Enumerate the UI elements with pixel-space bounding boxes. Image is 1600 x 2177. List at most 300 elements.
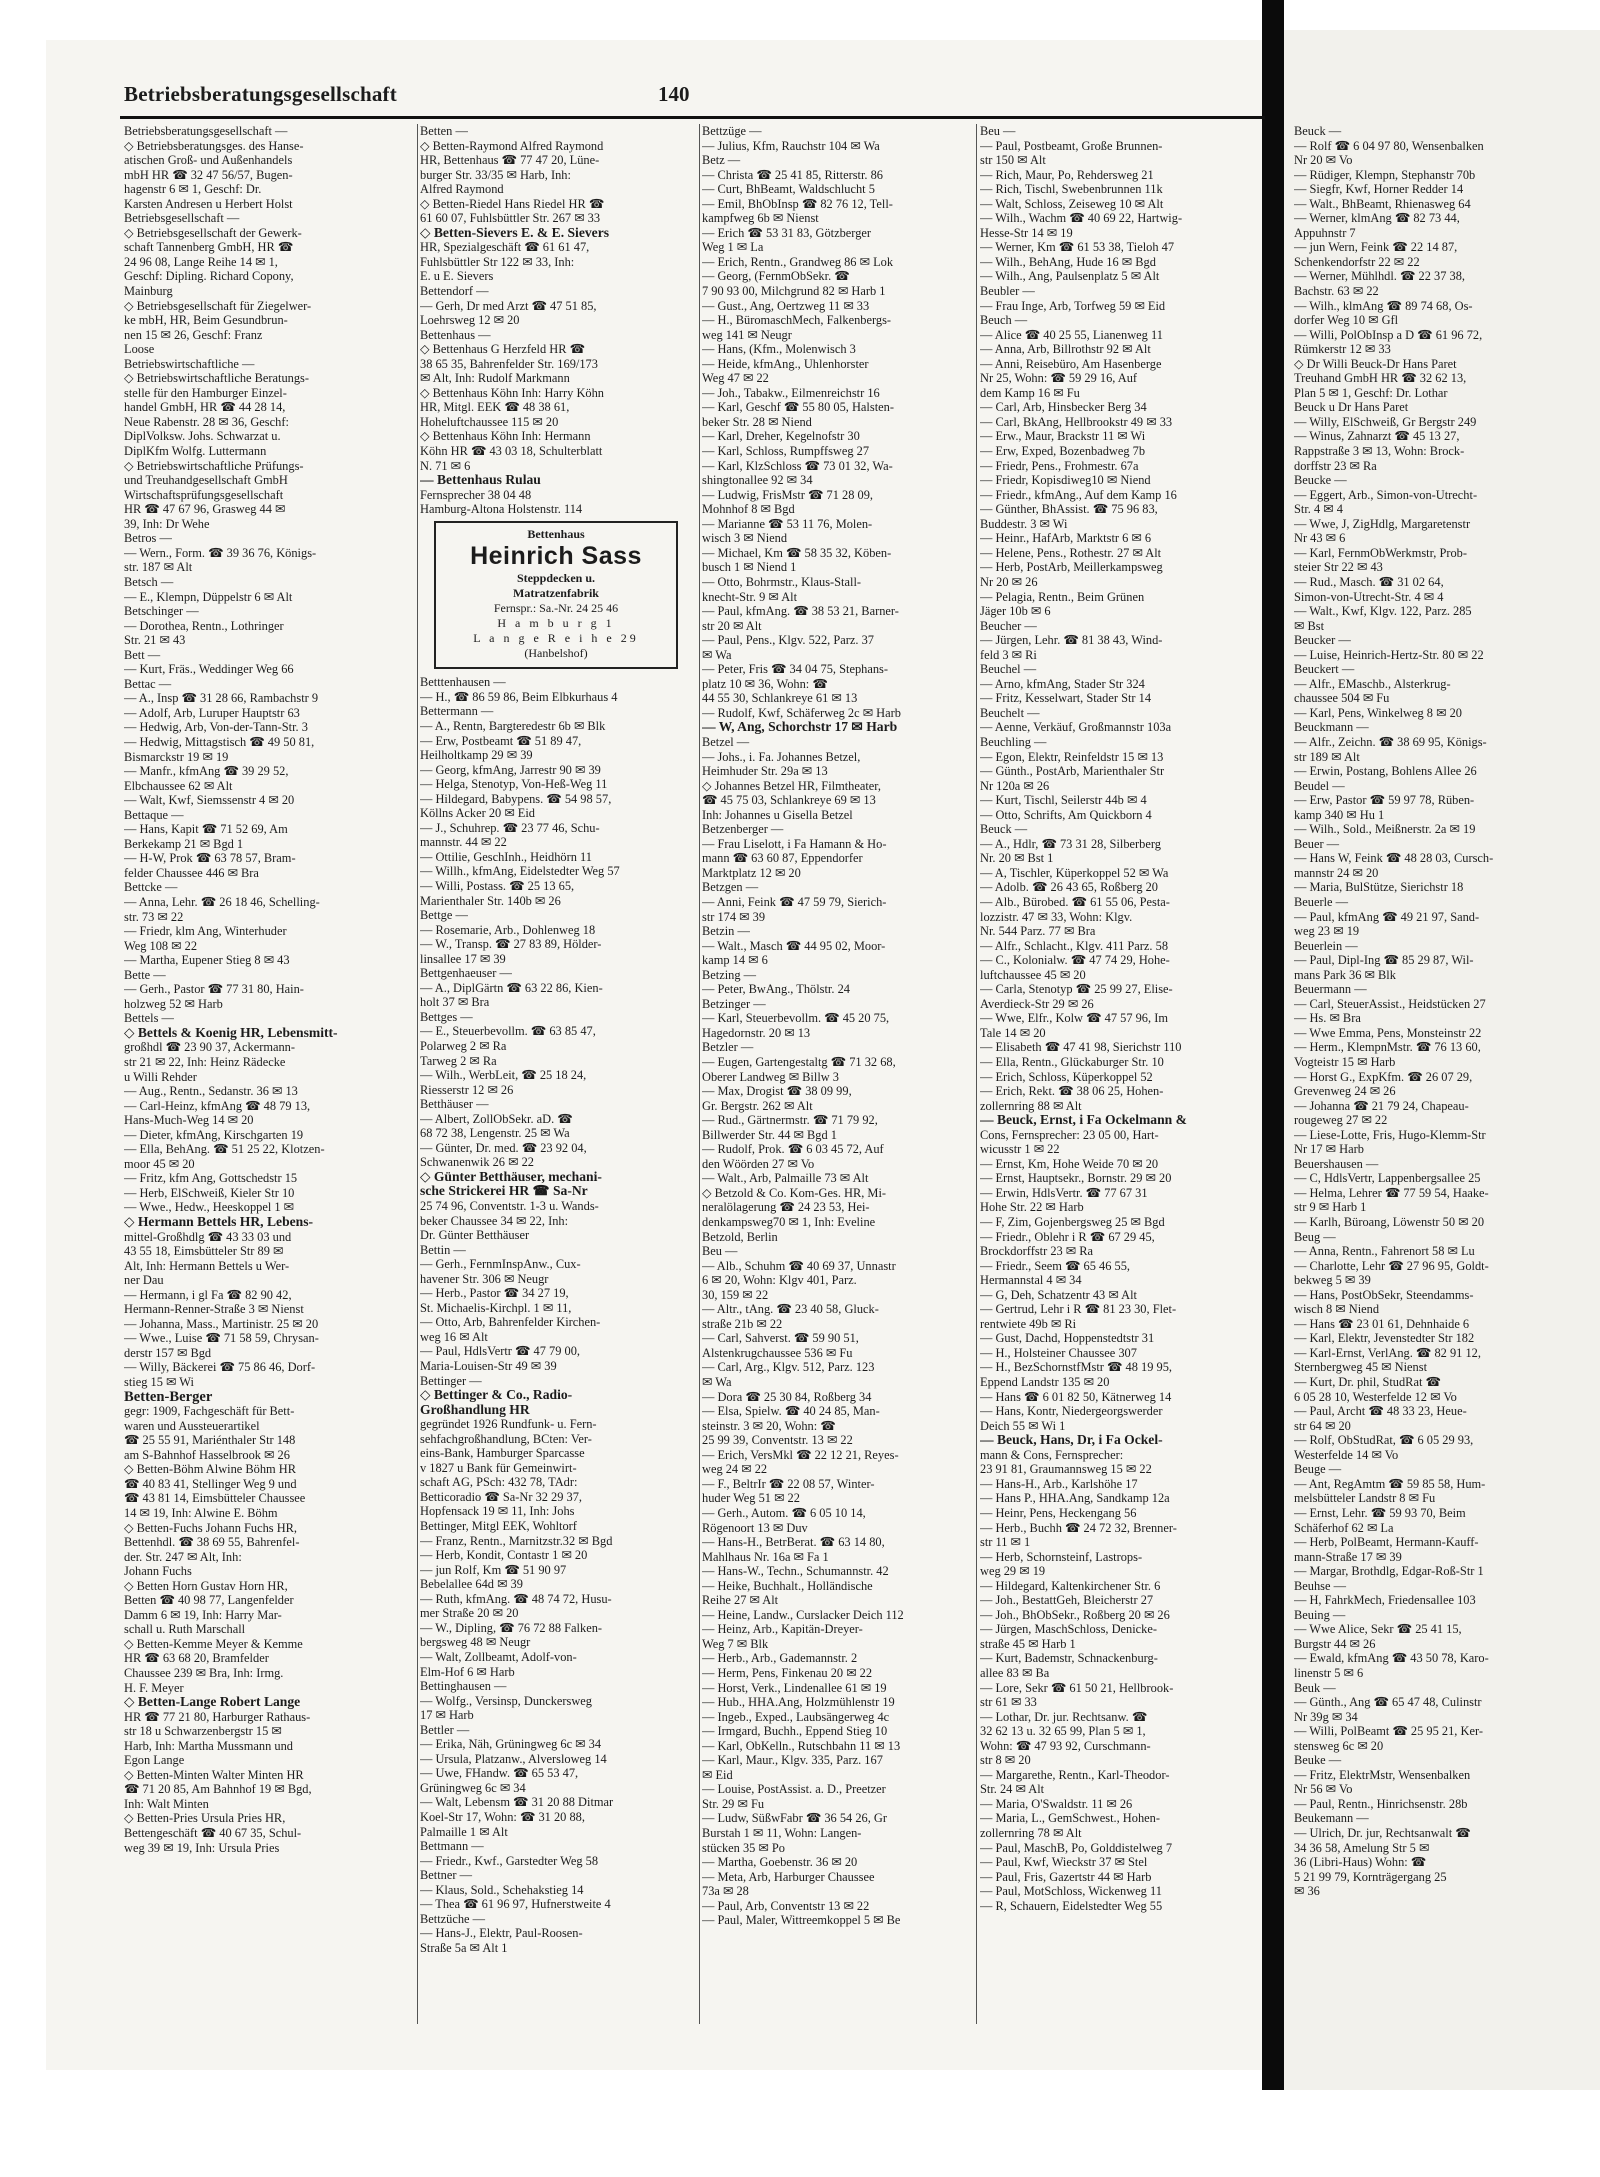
directory-entry-line: — Emil, BhObInsp ☎ 82 76 12, Tell- bbox=[702, 196, 893, 211]
directory-entry-line: — Erich, Rekt. ☎ 38 06 25, Hohen- bbox=[980, 1084, 1164, 1099]
directory-entry-line: steier Str 22 ✉ 43 bbox=[1294, 560, 1383, 575]
directory-entry-line: Hohe Str. 22 ✉ Harb bbox=[980, 1200, 1084, 1215]
directory-entry-line: Schwanenwik 26 ✉ 22 bbox=[420, 1155, 534, 1170]
directory-entry-line: Beukemann — bbox=[1294, 1811, 1369, 1826]
directory-entry-line: — Horst, Verk., Lindenallee 61 ✉ 19 bbox=[702, 1680, 887, 1695]
directory-entry-line: — jun Rolf, Km ☎ 51 90 97 bbox=[420, 1562, 567, 1577]
directory-entry-line: mann ☎ 63 60 87, Eppendorfer bbox=[702, 851, 863, 866]
directory-entry-line: — Hans ☎ 6 01 82 50, Kätnerweg 14 bbox=[980, 1389, 1172, 1404]
directory-entry-line: Betttenhausen — bbox=[420, 675, 506, 690]
directory-entry-line: ◇ Betten-Fuchs Johann Fuchs HR, bbox=[124, 1520, 298, 1535]
directory-entry-line: Hermann-Renner-Straße 3 ✉ Nienst bbox=[124, 1302, 304, 1317]
directory-entry-line: Gr. Bergstr. 262 ✉ Alt bbox=[702, 1098, 813, 1113]
directory-entry-line: Betzold, Berlin bbox=[702, 1229, 778, 1244]
directory-entry-line: — Helga, Stenotyp, Von-Heß-Weg 11 bbox=[420, 777, 608, 792]
directory-entry-line: — C., Kolonialw. ☎ 47 74 29, Hohe- bbox=[980, 953, 1170, 968]
directory-entry-line: linsallee 17 ✉ 39 bbox=[420, 951, 506, 966]
directory-entry-line: Beu — bbox=[702, 1244, 738, 1259]
directory-entry-line: platz 10 ✉ 36, Wohn: ☎ bbox=[702, 676, 828, 691]
directory-entry-line: Treuhand GmbH HR ☎ 32 62 13, bbox=[1294, 371, 1467, 386]
ad-line: L a n g e R e i h e 29 bbox=[473, 631, 639, 646]
directory-entry-line: Oberer Landweg ✉ Billw 3 bbox=[702, 1069, 840, 1084]
directory-entry-line: — Erw., Maur, Brackstr 11 ✉ Wi bbox=[980, 429, 1146, 444]
directory-entry-line: bergsweg 48 ✉ Neugr bbox=[420, 1635, 531, 1650]
directory-entry-line: — Alfr., Zeichn. ☎ 38 69 95, Königs- bbox=[1294, 734, 1487, 749]
directory-entry-line: HR ☎ 63 68 20, Bramfelder bbox=[124, 1651, 269, 1666]
directory-entry-line: — Frau Liselott, i Fa Hamann & Ho- bbox=[702, 836, 887, 851]
directory-entry-line: — Aenne, Verkäuf, Großmannstr 103a bbox=[980, 720, 1172, 735]
directory-entry-line: — Elisabeth ☎ 47 41 98, Sierichstr 110 bbox=[980, 1040, 1182, 1055]
directory-entry-line: stelle für den Hamburger Einzel- bbox=[124, 385, 287, 400]
directory-entry-line: — Beuck, Hans, Dr, i Fa Ockel- bbox=[980, 1433, 1163, 1448]
directory-entry-line: — Anni, Feink ☎ 47 59 79, Sierich- bbox=[702, 894, 887, 909]
directory-entry-line: — Willi, PolObInsp a D ☎ 61 96 72, bbox=[1294, 327, 1483, 342]
directory-entry-line: ☎ 25 55 91, Mariénthaler Str 148 bbox=[124, 1433, 296, 1448]
directory-entry-line: 73a ✉ 28 bbox=[702, 1884, 749, 1899]
directory-entry-line: — Ulrich, Dr. jur, Rechtsanwalt ☎ bbox=[1294, 1825, 1471, 1840]
directory-entry-line: Beuke — bbox=[1294, 1753, 1342, 1768]
directory-entry-line: Beubler — bbox=[980, 284, 1035, 299]
directory-entry-line: Bettner — bbox=[420, 1868, 472, 1883]
directory-entry-line: HR ☎ 77 21 80, Harburger Rathaus- bbox=[124, 1709, 311, 1724]
directory-entry-line: Vogteistr 15 ✉ Harb bbox=[1294, 1055, 1396, 1069]
directory-entry-line: — Aug., Rentn., Sedanstr. 36 ✉ 13 bbox=[124, 1084, 298, 1099]
directory-entry-line: ✉ Eid bbox=[702, 1767, 733, 1782]
directory-entry-line: — Wilh., BehAng, Hude 16 ✉ Bgd bbox=[980, 254, 1156, 269]
directory-entry-line: mann & Cons, Fernsprecher: bbox=[980, 1447, 1124, 1462]
directory-entry-line: — Carl, Arg., Klgv. 512, Parz. 123 bbox=[702, 1360, 875, 1375]
directory-entry-line: Chaussee 239 ✉ Bra, Inh: Irmg. bbox=[124, 1665, 284, 1680]
directory-entry-line: zollernring 78 ✉ Alt bbox=[980, 1825, 1082, 1840]
directory-entry-line: Beuch — bbox=[980, 313, 1028, 328]
directory-entry-line: eins-Bank, Hamburger Sparcasse bbox=[420, 1446, 585, 1461]
directory-entry-line: — Irmgard, Buchh., Eppend Stieg 10 bbox=[702, 1724, 888, 1739]
directory-entry-line: Bettzüge — bbox=[702, 124, 762, 138]
directory-entry-line: — E., Klempn, Düppelstr 6 ✉ Alt bbox=[124, 589, 293, 604]
directory-entry-line: denkampsweg70 ✉ 1, Inh: Eveline bbox=[702, 1215, 876, 1230]
directory-entry-line: beker Chaussee 34 ✉ 22, Inh: bbox=[420, 1213, 569, 1228]
directory-entry-line: — Rolf, ObStudRat, ☎ 6 05 29 93, bbox=[1294, 1433, 1474, 1448]
directory-entry-line: Str. 21 ✉ 43 bbox=[124, 633, 186, 648]
directory-entry-line: ◇ Günter Betthäuser, mechani- bbox=[420, 1169, 602, 1184]
directory-entry-line: ◇ Betten-Lange Robert Lange bbox=[124, 1695, 301, 1710]
directory-entry-line: — Winus, Zahnarzt ☎ 45 13 27, bbox=[1294, 429, 1460, 444]
directory-entry-line: den Wöörden 27 ✉ Vo bbox=[702, 1156, 815, 1171]
directory-entry-line: linenstr 5 ✉ 6 bbox=[1294, 1665, 1364, 1680]
directory-entry-line: ◇ Hermann Bettels HR, Lebens- bbox=[124, 1215, 314, 1230]
directory-entry-line: — Alb., Schuhm ☎ 40 69 37, Unnastr bbox=[702, 1258, 896, 1273]
directory-entry-line: Bismarckstr 19 ✉ 19 bbox=[124, 749, 229, 764]
directory-entry-line: 6 ✉ 20, Wohn: Klgv 401, Parz. bbox=[702, 1273, 857, 1288]
directory-entry-line: — G, Deh, Schatzentr 43 ✉ Alt bbox=[980, 1287, 1137, 1302]
directory-entry-line: ✉ Wa bbox=[702, 1375, 732, 1390]
directory-entry-line: ◇ Bettenhaus Köhn Inh: Harry Köhn bbox=[420, 385, 604, 400]
directory-entry-line: Inh: Walt Minten bbox=[124, 1796, 209, 1811]
directory-entry-line: — Meta, Arb, Harburger Chaussee bbox=[702, 1869, 875, 1884]
directory-entry-line: — Ella, Rentn., Glückaburger Str. 10 bbox=[980, 1055, 1164, 1069]
directory-entry-line: — Heide, kfmAng., Uhlenhorster bbox=[702, 356, 869, 371]
directory-entry-line: Marienthaler Str. 140b ✉ 26 bbox=[420, 893, 561, 908]
directory-entry-line: — W, Ang, Schorchstr 17 ✉ Harb bbox=[702, 720, 898, 735]
directory-entry-line: — Erich, VersMkl ☎ 22 12 21, Reyes- bbox=[702, 1447, 899, 1462]
directory-entry-line: chaussee 504 ✉ Fu bbox=[1294, 691, 1390, 706]
directory-entry-line: Bettenhdl. ☎ 38 69 55, Bahrenfel- bbox=[124, 1535, 300, 1550]
page-number: 140 bbox=[658, 82, 690, 106]
directory-entry-line: Dr. Günter Betthäuser bbox=[420, 1228, 530, 1243]
directory-entry-line: — Albert, ZollObSekr. aD. ☎ bbox=[420, 1111, 573, 1126]
directory-entry-line: Koel-Str 17, Wohn: ☎ 31 20 88, bbox=[420, 1809, 585, 1824]
column-2-bottom bbox=[420, 675, 696, 1955]
directory-entry-line: Betriebsberatungsgesellschaft — bbox=[124, 124, 288, 138]
directory-entry-line: Bettcke — bbox=[124, 880, 178, 895]
directory-entry-line: — Helma, Lehrer ☎ 77 59 54, Haake- bbox=[1294, 1185, 1489, 1200]
directory-entry-line: — Karl, Maur., Klgv. 335, Parz. 167 bbox=[702, 1753, 883, 1768]
directory-entry-line: — Karl, Dreher, Kegelnofstr 30 bbox=[702, 429, 860, 444]
directory-entry-line: — Margar, Brothdlg, Edgar-Roß-Str 1 bbox=[1294, 1564, 1484, 1579]
directory-entry-line: Mainburg bbox=[124, 284, 173, 299]
directory-entry-line: — Hans, PostObSekr, Steendamms- bbox=[1294, 1287, 1474, 1302]
directory-entry-line: ☎ 45 75 03, Schlankreye 69 ✉ 13 bbox=[702, 793, 876, 808]
directory-entry-line: 38 65 35, Bahrenfelder Str. 169/173 bbox=[420, 356, 598, 371]
directory-entry-line: Bettzüche — bbox=[420, 1911, 486, 1926]
ad-line: Steppdecken u. bbox=[516, 571, 596, 586]
directory-entry-line: — J., Schuhrep. ☎ 23 77 46, Schu- bbox=[420, 820, 600, 835]
directory-entry-line: — Pelagia, Rentn., Beim Grünen bbox=[980, 589, 1145, 604]
directory-entry-line: ◇ Betten-Minten Walter Minten HR bbox=[124, 1767, 304, 1782]
directory-entry-line: str 8 ✉ 20 bbox=[980, 1753, 1031, 1768]
directory-entry-line: — Friedr, klm Ang, Winterhuder bbox=[124, 924, 287, 939]
directory-entry-line: Beudel — bbox=[1294, 778, 1345, 793]
directory-entry-line: — Uwe, FHandw. ☎ 65 53 47, bbox=[420, 1766, 579, 1781]
directory-entry-line: — Günther, BhAssist. ☎ 75 96 83, bbox=[980, 502, 1158, 517]
directory-entry-line: — A., Rentn, Bargteredestr 6b ✉ Blk bbox=[420, 718, 606, 733]
directory-entry-line: Mahlhaus Nr. 16a ✉ Fa 1 bbox=[702, 1549, 829, 1564]
directory-entry-line: Polarweg 2 ✉ Ra bbox=[420, 1038, 507, 1053]
directory-entry-line: Bebelallee 64d ✉ 39 bbox=[420, 1577, 523, 1592]
directory-entry-line: 39, Inh: Dr Wehe bbox=[124, 516, 210, 531]
directory-entry-line: Tale 14 ✉ 20 bbox=[980, 1025, 1046, 1040]
directory-entry-line: str 64 ✉ 20 bbox=[1294, 1418, 1351, 1433]
directory-entry-line: — Jürgen, MaschSchloss, Denicke- bbox=[980, 1622, 1157, 1637]
directory-entry-line: Damm 6 ✉ 19, Inh: Harry Mar- bbox=[124, 1607, 282, 1622]
directory-entry-line: Bettin — bbox=[420, 1242, 466, 1257]
directory-entry-line: — Hans W, Feink ☎ 48 28 03, Cursch- bbox=[1294, 851, 1494, 866]
directory-entry-line: wisch 8 ✉ Niend bbox=[1294, 1302, 1380, 1317]
directory-entry-line: — Ewald, kfmAng ☎ 43 50 78, Karo- bbox=[1294, 1651, 1489, 1666]
directory-entry-line: Fuhlsbüttler Str 122 ✉ 33, Inh: bbox=[420, 254, 575, 269]
entry-heading: Betten-Berger bbox=[124, 1389, 213, 1405]
directory-entry-line: Nr 25, Wohn: ☎ 59 29 16, Auf bbox=[980, 371, 1138, 386]
directory-entry-line: — Peter, Fris ☎ 34 04 75, Stephans- bbox=[702, 662, 888, 677]
directory-entry-line: 24 96 08, Lange Reihe 14 ✉ 1, bbox=[124, 254, 278, 269]
directory-entry-line: Bette — bbox=[124, 967, 166, 982]
directory-entry-line: Betzenberger — bbox=[702, 822, 784, 837]
directory-entry-line: weg 23 ✉ 19 bbox=[1294, 924, 1360, 939]
directory-entry-line: — Herm., KlempnMstr. ☎ 76 13 60, bbox=[1294, 1040, 1481, 1055]
directory-entry-line: — Manfr., kfmAng ☎ 39 29 52, bbox=[124, 764, 289, 779]
directory-entry-line: — Charlotte, Lehr ☎ 27 96 95, Goldt- bbox=[1294, 1258, 1489, 1273]
directory-entry-line: — Günter, Dr. med. ☎ 23 92 04, bbox=[420, 1140, 587, 1155]
directory-entry-line: felder Chaussee 446 ✉ Bra bbox=[124, 865, 259, 880]
directory-entry-line: Bettgenhaeuser — bbox=[420, 966, 512, 981]
ad-line: Fernspr.: Sa.-Nr. 24 25 46 bbox=[493, 601, 619, 616]
directory-entry-line: 34 36 58, Amelung Str 5 ✉ bbox=[1294, 1840, 1430, 1855]
directory-entry-line: 5 21 99 79, Kornträgergang 25 bbox=[1294, 1869, 1447, 1884]
directory-entry-line: — Karl-Ernst, VerlAng. ☎ 82 91 12, bbox=[1294, 1345, 1481, 1360]
directory-entry-line: Großhandlung HR bbox=[420, 1402, 530, 1417]
directory-entry-line: rentwiete 49b ✉ Ri bbox=[980, 1316, 1077, 1331]
directory-entry-line: Burgstr 44 ✉ 26 bbox=[1294, 1636, 1376, 1651]
directory-entry-line: — Joh., BhObSekr., Roßberg 20 ✉ 26 bbox=[980, 1607, 1170, 1622]
directory-entry-line: Bettge — bbox=[420, 908, 468, 923]
directory-entry-line: — Ludw, SüßwFabr ☎ 36 54 26, Gr bbox=[702, 1811, 887, 1826]
directory-entry-line: — Hans P., HHA.Ang, Sandkamp 12a bbox=[980, 1491, 1170, 1506]
directory-entry-line: Beuchelt — bbox=[980, 705, 1040, 720]
directory-entry-line: — Karl, FernmObWerkmstr, Prob- bbox=[1294, 545, 1467, 560]
directory-entry-line: lozzistr. 47 ✉ 33, Wohn: Klgv. bbox=[980, 909, 1133, 924]
directory-entry-line: — Gertrud, Lehr i R ☎ 81 23 30, Flet- bbox=[980, 1302, 1177, 1317]
directory-entry-line: — Johanna ☎ 21 79 24, Chapeau- bbox=[1294, 1098, 1469, 1113]
directory-entry-line: DiplVolksw. Johs. Schwarzat u. bbox=[124, 429, 281, 444]
column-1 bbox=[124, 124, 414, 2034]
directory-entry-line: Nr 56 ✉ Vo bbox=[1294, 1782, 1353, 1797]
directory-entry-line: Marktplatz 12 ✉ 20 bbox=[702, 865, 801, 880]
directory-entry-line: — Walt., Arb, Palmaille 73 ✉ Alt bbox=[702, 1171, 869, 1186]
directory-entry-line: Beucher — bbox=[980, 618, 1037, 633]
directory-entry-line: ◇ Betten-Böhm Alwine Böhm HR bbox=[124, 1462, 296, 1477]
directory-entry-line: — Walt., Masch ☎ 44 95 02, Moor- bbox=[702, 938, 886, 953]
directory-entry-line: Bettac — bbox=[124, 676, 172, 691]
directory-entry-line: Alstenkrugchaussee 536 ✉ Fu bbox=[702, 1345, 853, 1360]
directory-entry-line: kamp 340 ✉ Hu 1 bbox=[1294, 807, 1385, 822]
directory-entry-line: Alfred Raymond bbox=[420, 182, 504, 197]
directory-entry-line: Mohnhof 8 ✉ Bgd bbox=[702, 502, 795, 517]
directory-entry-line: — Georg, kfmAng, Jarrestr 90 ✉ 39 bbox=[420, 762, 601, 777]
directory-entry-line: Weg 7 ✉ Blk bbox=[702, 1636, 769, 1651]
directory-entry-line: — Hans-W., Techn., Schumannstr. 42 bbox=[702, 1564, 889, 1579]
directory-entry-line: str. 73 ✉ 22 bbox=[124, 909, 184, 924]
directory-entry-line: — Johs., i. Fa. Johannes Betzel, bbox=[702, 749, 861, 764]
directory-entry-line: ◇ Betten-Riedel Hans Riedel HR ☎ bbox=[420, 196, 605, 211]
directory-entry-line: ◇ Bettenhaus G Herzfeld HR ☎ bbox=[420, 342, 586, 357]
directory-entry-line: Billwerder Str. 44 ✉ Bgd 1 bbox=[702, 1127, 837, 1142]
directory-entry-line: Simon-von-Utrecht-Str. 4 ✉ 4 bbox=[1294, 589, 1444, 604]
directory-entry-line: Bettges — bbox=[420, 1009, 473, 1024]
directory-entry-line: — Kurt, Tischl, Seilerstr 44b ✉ 4 bbox=[980, 793, 1147, 808]
directory-entry-line: str 21 ✉ 22, Inh: Heinz Rädecke bbox=[124, 1055, 286, 1069]
column-rule bbox=[976, 124, 977, 2024]
directory-entry-line: ◇ Betten Horn Gustav Horn HR, bbox=[124, 1578, 288, 1593]
directory-entry-line: — Paul, Postbeamt, Große Brunnen- bbox=[980, 138, 1163, 153]
directory-entry-line: großhdl ☎ 23 90 37, Ackermann- bbox=[124, 1040, 295, 1055]
directory-entry-line: 7 90 93 00, Milchgrund 82 ✉ Harb 1 bbox=[702, 284, 886, 299]
directory-entry-line: Str. 29 ✉ Fu bbox=[702, 1796, 765, 1811]
directory-entry-line: Nr. 544 Parz. 77 ✉ Bra bbox=[980, 924, 1096, 939]
directory-entry-line: holzweg 52 ✉ Harb bbox=[124, 996, 223, 1011]
directory-entry-line: melsbütteler Landstr 8 ✉ Fu bbox=[1294, 1491, 1436, 1506]
directory-entry-line: — Fritz, ElektrMstr, Wensenbalken bbox=[1294, 1767, 1471, 1782]
directory-entry-line: — Anni, Reisebüro, Am Hasenberge bbox=[980, 356, 1162, 371]
directory-entry-line: — Herb., Pastor ☎ 34 27 19, bbox=[420, 1286, 569, 1301]
directory-entry-line: zollernring 88 ✉ Alt bbox=[980, 1098, 1082, 1113]
directory-entry-line: — Erwin, HdlsVertr. ☎ 77 67 31 bbox=[980, 1185, 1148, 1200]
directory-entry-line: — Karl, ObKelln., Rutschbahn 11 ✉ 13 bbox=[702, 1738, 901, 1753]
directory-entry-line: — Karl, KlzSchloss ☎ 73 01 32, Wa- bbox=[702, 458, 893, 473]
directory-entry-line: — Otto, Schrifts, Am Quickborn 4 bbox=[980, 807, 1152, 822]
directory-entry-line: Tarweg 2 ✉ Ra bbox=[420, 1053, 497, 1068]
directory-entry-line: Beuer — bbox=[1294, 836, 1340, 851]
directory-entry-line: waren und Aussteuerartikel bbox=[124, 1418, 260, 1433]
directory-entry-line: — Wwe Emma, Pens, Monsteinstr 22 bbox=[1294, 1025, 1482, 1040]
directory-entry-line: — Gust, Dachd, Hoppenstedtstr 31 bbox=[980, 1331, 1155, 1346]
directory-entry-line: — Julius, Kfm, Rauchstr 104 ✉ Wa bbox=[702, 138, 880, 153]
directory-entry-line: Riesserstr 12 ✉ 26 bbox=[420, 1082, 514, 1097]
directory-entry-line: schaft AG, PSch: 432 78, TAdr: bbox=[420, 1475, 578, 1490]
directory-entry-line: — Christa ☎ 25 41 85, Ritterstr. 86 bbox=[702, 167, 883, 182]
directory-entry-line: handel GmbH, HR ☎ 44 28 14, bbox=[124, 400, 286, 415]
directory-entry-line: — Bettenhaus Rulau bbox=[420, 473, 541, 488]
directory-entry-line: der. Str. 247 ✉ Alt, Inh: bbox=[124, 1549, 242, 1564]
directory-entry-line: weg 16 ✉ Alt bbox=[420, 1329, 488, 1344]
directory-entry-line: 36 (Libri-Haus) Wohn: ☎ bbox=[1294, 1855, 1427, 1870]
directory-entry-line: am S-Bahnhof Hasselbrook ✉ 26 bbox=[124, 1447, 290, 1462]
directory-entry-line: ✉ Alt, Inh: Rudolf Markmann bbox=[420, 371, 570, 386]
directory-entry-line: — Peter, BwAng., Thölstr. 24 bbox=[702, 982, 850, 997]
directory-entry-line: — Kurt, Fräs., Weddinger Weg 66 bbox=[124, 662, 294, 677]
directory-entry-line: mer Straße 20 ✉ 20 bbox=[420, 1606, 519, 1621]
directory-entry-line: Eppend Landstr 135 ✉ 20 bbox=[980, 1375, 1110, 1390]
directory-entry-line: hagenstr 6 ✉ 1, Geschf: Dr. bbox=[124, 182, 262, 197]
directory-entry-line: — A., DiplGärtn ☎ 63 22 86, Kien- bbox=[420, 980, 603, 995]
directory-entry-line: — A., Insp ☎ 31 28 66, Rambachstr 9 bbox=[124, 691, 319, 706]
directory-entry-line: — Erw, Pastor ☎ 59 97 78, Rüben- bbox=[1294, 793, 1475, 808]
directory-entry-line: Bettinger — bbox=[420, 1373, 482, 1388]
directory-entry-line: ner Dau bbox=[124, 1273, 164, 1288]
directory-entry-line: — Paul, MaschB, Po, Golddistelweg 7 bbox=[980, 1840, 1173, 1855]
directory-entry-line: Beuck — bbox=[1294, 124, 1342, 138]
directory-entry-line: — Paul, Rentn., Hinrichsenstr. 28b bbox=[1294, 1796, 1468, 1811]
directory-entry-line: — Hans ☎ 23 01 61, Dehnhaide 6 bbox=[1294, 1316, 1470, 1331]
directory-entry-line: 23 91 81, Graumannsweg 15 ✉ 22 bbox=[980, 1462, 1152, 1477]
directory-entry-line: — Hans, (Kfm., Molenwisch 3 bbox=[702, 342, 856, 357]
directory-entry-line: — Heinr., HafArb, Marktstr 6 ✉ 6 bbox=[980, 531, 1152, 546]
directory-entry-line: Nr 20 ✉ 26 bbox=[980, 574, 1038, 589]
directory-entry-line: Bachstr. 63 ✉ 22 bbox=[1294, 284, 1379, 299]
directory-entry-line: Schäferhof 62 ✉ La bbox=[1294, 1520, 1394, 1535]
directory-entry-line: — Wwe Alice, Sekr ☎ 25 41 15, bbox=[1294, 1622, 1462, 1637]
directory-entry-line: Bettinger, Mitgl EEK, Wohltorf bbox=[420, 1519, 577, 1534]
directory-entry-line: — Marianne ☎ 53 11 76, Molen- bbox=[702, 516, 873, 531]
directory-entry-line: Nr 120a ✉ 26 bbox=[980, 778, 1050, 793]
directory-entry-line: luftchaussee 45 ✉ 20 bbox=[980, 967, 1086, 982]
directory-entry-line: — Heinr, Pens, Heckengang 56 bbox=[980, 1505, 1137, 1520]
directory-entry-line: — Friedr., kfmAng., Auf dem Kamp 16 bbox=[980, 487, 1177, 502]
directory-entry-line: — Rosemarie, Arb., Dohlenweg 18 bbox=[420, 922, 596, 937]
directory-entry-line: 17 ✉ Harb bbox=[420, 1708, 474, 1723]
directory-entry-line: Weg 1 ✉ La bbox=[702, 240, 764, 255]
ad-line: H a m b u r g 1 bbox=[497, 616, 615, 631]
directory-entry-line: Beucke — bbox=[1294, 473, 1347, 488]
directory-entry-line: 61 60 07, Fuhlsbüttler Str. 267 ✉ 33 bbox=[420, 211, 601, 226]
directory-entry-line: — Ernst, Km, Hohe Weide 70 ✉ 20 bbox=[980, 1156, 1159, 1171]
directory-entry-line: — Erich ☎ 53 31 83, Götzberger bbox=[702, 225, 872, 240]
directory-entry-line: ✉ Wa bbox=[702, 647, 732, 662]
directory-entry-line: — Alb., Bürobed. ☎ 61 55 06, Pesta- bbox=[980, 894, 1170, 909]
directory-entry-line: Nr 20 ✉ Vo bbox=[1294, 153, 1353, 168]
directory-entry-line: — Wwe, J, ZigHdlg, Margaretenstr bbox=[1294, 516, 1471, 531]
directory-entry-line: mannstr 24 ✉ 20 bbox=[1294, 865, 1379, 880]
directory-entry-line: — Carl, BkAng, Hellbrookstr 49 ✉ 33 bbox=[980, 414, 1173, 429]
directory-entry-line: Betten ☎ 40 98 77, Langenfelder bbox=[124, 1593, 294, 1608]
directory-entry-line: dorfer Weg 10 ✉ Gfl bbox=[1294, 313, 1399, 328]
directory-entry-line: Beuckert — bbox=[1294, 662, 1355, 677]
directory-entry-line: Johann Fuchs bbox=[124, 1564, 192, 1579]
advertisement-box bbox=[434, 521, 678, 670]
directory-entry-line: gegründet 1926 Rundfunk- u. Fern- bbox=[420, 1417, 597, 1432]
directory-entry-line: — Hub., HHA.Ang, Holzmühlenstr 19 bbox=[702, 1695, 895, 1710]
directory-entry-line: — Paul, HdlsVertr ☎ 47 79 00, bbox=[420, 1344, 580, 1359]
directory-entry-line: — jun Wern, Feink ☎ 22 14 87, bbox=[1294, 240, 1458, 255]
directory-entry-line: — Horst G., ExpKfm. ☎ 26 07 29, bbox=[1294, 1069, 1473, 1084]
directory-entry-line: knecht-Str. 9 ✉ Alt bbox=[702, 589, 798, 604]
directory-entry-line: shingtonallee 92 ✉ 34 bbox=[702, 473, 813, 488]
directory-entry-line: — Hans-H., BetrBerat. ☎ 63 14 80, bbox=[702, 1535, 885, 1550]
directory-entry-line: — Herm, Pens, Finkenau 20 ✉ 22 bbox=[702, 1665, 873, 1680]
directory-entry-line: — Karl, Geschf ☎ 55 80 05, Halsten- bbox=[702, 400, 894, 415]
directory-entry-line: — Wwe, Elfr., Kolw ☎ 47 57 96, Im bbox=[980, 1011, 1168, 1026]
directory-entry-line: — Friedr, Pens., Frohmestr. 67a bbox=[980, 458, 1139, 473]
directory-entry-line: 32 62 13 u. 32 65 99, Plan 5 ✉ 1, bbox=[980, 1724, 1146, 1739]
ad-company-name: Heinrich Sass bbox=[470, 542, 642, 571]
directory-entry-line: — H, FahrkMech, Friedensallee 103 bbox=[1294, 1593, 1476, 1608]
directory-entry-line: atischen Groß- und Außenhandels bbox=[124, 153, 293, 168]
directory-entry-line: — Dora ☎ 25 30 84, Roßberg 34 bbox=[702, 1389, 872, 1404]
directory-entry-line: — Wilh., WerbLeit, ☎ 25 18 24, bbox=[420, 1068, 587, 1083]
directory-entry-line: Palmaille 1 ✉ Alt bbox=[420, 1824, 508, 1839]
directory-entry-line: Beuerlein — bbox=[1294, 938, 1358, 953]
directory-entry-line: Beu — bbox=[980, 124, 1016, 138]
directory-entry-line: ☎ 40 83 41, Stellinger Weg 9 und bbox=[124, 1476, 297, 1491]
directory-entry-line: 43 55 18, Eimsbütteler Str 89 ✉ bbox=[124, 1244, 284, 1259]
directory-entry-line: Hesse-Str 14 ✉ 19 bbox=[980, 225, 1073, 240]
directory-entry-line: — Franz, Rentn., Marnitzstr.32 ✉ Bgd bbox=[420, 1533, 613, 1548]
directory-entry-line: nen 15 ✉ 26, Geschf: Franz bbox=[124, 327, 263, 342]
directory-entry-line: — Paul, Fris, Gazertstr 44 ✉ Harb bbox=[980, 1869, 1152, 1884]
directory-entry-line: — Luise, Heinrich-Hertz-Str. 80 ✉ 22 bbox=[1294, 647, 1484, 662]
directory-entry-line: — Gust., Ang, Oertzweg 11 ✉ 33 bbox=[702, 298, 870, 313]
column-2-top bbox=[420, 124, 696, 517]
directory-entry-line: stieg 15 ✉ Wi bbox=[124, 1375, 194, 1390]
directory-entry-line: — F, Zim, Gojenbergsweg 25 ✉ Bgd bbox=[980, 1215, 1165, 1230]
directory-entry-line: — Joh., BestattGeh, Bleicherstr 27 bbox=[980, 1593, 1154, 1608]
directory-entry-line: dem Kamp 16 ✉ Fu bbox=[980, 385, 1080, 400]
directory-entry-line: Bettmann — bbox=[420, 1839, 484, 1854]
directory-entry-line: — Maria, L., GemSchwest., Hohen- bbox=[980, 1811, 1160, 1826]
directory-entry-line: weg 24 ✉ 22 bbox=[702, 1462, 768, 1477]
directory-entry-line: Heilholtkamp 29 ✉ 39 bbox=[420, 748, 533, 763]
directory-entry-line: Hopfensack 19 ✉ 11, Inh: Johs bbox=[420, 1504, 575, 1519]
directory-entry-line: N. 71 ✉ 6 bbox=[420, 458, 471, 473]
directory-entry-line: — Rudolf, Prok. ☎ 6 03 45 72, Auf bbox=[702, 1142, 884, 1157]
directory-entry-line: — Anna, Lehr. ☎ 26 18 46, Schelling- bbox=[124, 894, 320, 909]
directory-entry-line: — Margarethe, Rentn., Karl-Theodor- bbox=[980, 1767, 1170, 1782]
directory-entry-line: — Altr., tAng. ☎ 23 40 58, Gluck- bbox=[702, 1302, 879, 1317]
directory-entry-line: Betzler — bbox=[702, 1040, 754, 1055]
directory-entry-line: weg 39 ✉ 19, Inh: Ursula Pries bbox=[124, 1840, 280, 1855]
directory-entry-line: — Paul, Arb, Conventstr 13 ✉ 22 bbox=[702, 1898, 870, 1913]
directory-entry-line: — Karl, Elektr, Jevenstedter Str 182 bbox=[1294, 1331, 1475, 1346]
directory-entry-line: — Erich, Rentn., Grandweg 86 ✉ Lok bbox=[702, 254, 894, 269]
